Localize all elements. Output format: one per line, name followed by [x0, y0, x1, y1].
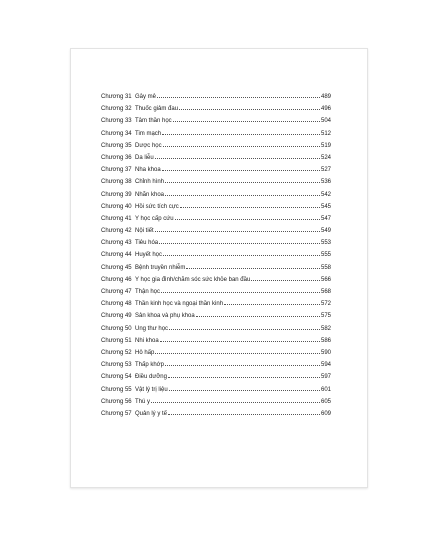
toc-entry[interactable]: [101, 103, 331, 115]
toc-chapter-number: Chương 47: [101, 289, 132, 295]
toc-entry[interactable]: [101, 128, 331, 140]
toc-chapter-title: Quản lý y tế: [135, 410, 168, 417]
toc-entry[interactable]: [101, 298, 331, 310]
toc-page-number: 605: [320, 398, 331, 405]
toc-chapter-title: Sản khoa và phụ khoa: [135, 313, 195, 320]
toc-chapter-number: Chương 55: [101, 386, 132, 393]
toc-dot-leader: [180, 207, 320, 208]
toc-chapter-title: Nội tiết: [135, 228, 154, 235]
toc-page-number: 512: [320, 130, 331, 137]
toc-chapter-number: Chương 36: [101, 154, 132, 161]
toc-chapter-title: Điều dưỡng: [135, 374, 167, 381]
toc-chapter-title: Chỉnh hình: [135, 179, 165, 186]
toc-chapter-number: Chương 48: [101, 301, 132, 308]
toc-entry[interactable]: [101, 225, 331, 237]
toc-dot-leader: [175, 219, 320, 220]
toc-chapter-number: Chương 54: [101, 374, 132, 381]
toc-dot-leader: [165, 195, 320, 196]
toc-chapter-title: Dược học: [135, 142, 162, 149]
toc-chapter-number: Chương 44: [101, 252, 132, 259]
toc-chapter-number: Chương 39: [101, 191, 132, 198]
toc-dot-leader: [155, 353, 320, 354]
toc-entry[interactable]: [101, 408, 331, 420]
toc-page-number: 601: [320, 386, 331, 393]
toc-entry[interactable]: [101, 347, 331, 359]
toc-dot-leader: [196, 316, 320, 317]
toc-entry[interactable]: [101, 91, 331, 103]
toc-chapter-number: Chương 43: [101, 240, 132, 247]
toc-page-number: 489: [320, 94, 331, 100]
toc-page-number: 553: [320, 240, 331, 247]
toc-chapter-number: Chương 46: [101, 276, 132, 283]
toc-chapter-number: Chương 33: [101, 118, 132, 125]
toc-page-number: 558: [320, 264, 331, 271]
toc-chapter-number: Chương 34: [101, 130, 132, 137]
toc-entry[interactable]: [101, 115, 331, 127]
toc-dot-leader: [161, 292, 320, 293]
toc-dot-leader: [160, 341, 320, 342]
toc-chapter-number: Chương 51: [101, 337, 132, 344]
toc-chapter-number: Chương 32: [101, 106, 132, 113]
toc-entry[interactable]: [101, 262, 331, 274]
toc-chapter-title: Huyết học: [135, 252, 163, 259]
toc-chapter-title: Da liễu: [135, 154, 154, 161]
document-page: [70, 48, 368, 488]
toc-chapter-number: Chương 35: [101, 142, 132, 149]
toc-chapter-title: Vật lý trị liệu: [135, 386, 168, 393]
toc-page-number: 609: [320, 410, 331, 417]
toc-chapter-number: Chương 56: [101, 398, 132, 405]
toc-page-number: 527: [320, 167, 331, 174]
toc-chapter-title: Thú y: [135, 398, 151, 405]
toc-page-number: 586: [320, 337, 331, 344]
toc-chapter-title: Gây mê: [135, 94, 157, 100]
toc-dot-leader: [155, 231, 320, 232]
toc-chapter-title: Hô hấp: [135, 349, 155, 356]
toc-dot-leader: [165, 182, 320, 183]
toc-dot-leader: [157, 97, 320, 98]
toc-chapter-number: Chương 50: [101, 325, 132, 332]
toc-chapter-title: Y học cấp cứu: [135, 215, 174, 222]
toc-page-number: 572: [320, 301, 331, 308]
toc-page-number: 566: [320, 276, 331, 283]
toc-chapter-title: Tiêu hóa: [135, 240, 159, 247]
toc-dot-leader: [151, 402, 320, 403]
toc-entry[interactable]: [101, 371, 331, 383]
toc-entry[interactable]: [101, 213, 331, 225]
toc-page-number: 549: [320, 228, 331, 235]
toc-entry[interactable]: [101, 140, 331, 152]
toc-dot-leader: [163, 146, 320, 147]
toc-page-number: 547: [320, 215, 331, 222]
toc-page-number: 524: [320, 154, 331, 161]
toc-page-number: 519: [320, 142, 331, 149]
toc-chapter-title: Tâm thần học: [135, 118, 172, 125]
toc-chapter-number: Chương 40: [101, 203, 132, 210]
toc-chapter-title: Y học gia đình/chăm sóc sức khỏe ban đầu: [135, 276, 251, 283]
toc-chapter-number: Chương 57: [101, 410, 132, 417]
toc-chapter-number: Chương 52: [101, 349, 132, 356]
toc-chapter-number: Chương 42: [101, 228, 132, 235]
toc-dot-leader: [251, 280, 320, 281]
toc-entry[interactable]: [101, 201, 331, 213]
toc-page-number: 568: [320, 289, 331, 295]
toc-entry[interactable]: [101, 249, 331, 261]
toc-dot-leader: [173, 121, 320, 122]
toc-chapter-number: Chương 53: [101, 362, 132, 369]
toc-chapter-title: Nhi khoa: [135, 337, 159, 344]
toc-entry[interactable]: [101, 152, 331, 164]
toc-dot-leader: [179, 109, 320, 110]
toc-dot-leader: [155, 158, 320, 159]
toc-chapter-number: Chương 41: [101, 215, 132, 222]
toc-entry[interactable]: [101, 384, 331, 396]
toc-chapter-title: Thuốc giảm đau: [135, 106, 179, 113]
toc-page-number: 594: [320, 362, 331, 369]
toc-entry[interactable]: [101, 396, 331, 408]
toc-page-number: 496: [320, 106, 331, 113]
toc-chapter-number: Chương 45: [101, 264, 132, 271]
toc-dot-leader: [159, 243, 320, 244]
toc-dot-leader: [162, 170, 320, 171]
toc-page-number: 582: [320, 325, 331, 332]
toc-page-number: 545: [320, 203, 331, 210]
toc-entry[interactable]: [101, 310, 331, 322]
toc-dot-leader: [186, 268, 320, 269]
toc-entry[interactable]: [101, 189, 331, 201]
toc-chapter-number: Chương 49: [101, 313, 132, 320]
toc-entry[interactable]: [101, 274, 331, 286]
toc-entry[interactable]: [101, 176, 331, 188]
toc-dot-leader: [169, 329, 320, 330]
toc-entry[interactable]: [101, 286, 331, 298]
toc-entry[interactable]: [101, 237, 331, 249]
toc-chapter-title: Ung thư học: [135, 325, 169, 332]
toc-chapter-title: Thấp khớp: [135, 362, 164, 369]
toc-page-number: 597: [320, 374, 331, 381]
toc-dot-leader: [162, 134, 320, 135]
toc-page-number: 590: [320, 349, 331, 356]
toc-page-number: 536: [320, 179, 331, 186]
toc-entry[interactable]: [101, 164, 331, 176]
toc-chapter-number: Chương 31: [101, 94, 132, 100]
toc-dot-leader: [168, 377, 320, 378]
toc-dot-leader: [163, 255, 320, 256]
toc-chapter-title: Hồi sức tích cực: [135, 203, 179, 210]
toc-entry[interactable]: [101, 323, 331, 335]
toc-chapter-title: Thần kinh học và ngoại thần kinh: [135, 301, 224, 308]
toc-dot-leader: [168, 414, 320, 415]
toc-chapter-title: Tim mạch: [135, 130, 162, 137]
toc-entry[interactable]: [101, 359, 331, 371]
toc-chapter-number: Chương 38: [101, 179, 132, 186]
toc-chapter-title: Thận học: [135, 289, 161, 295]
table-of-contents: [101, 91, 331, 420]
toc-page-number: 555: [320, 252, 331, 259]
toc-chapter-number: Chương 37: [101, 167, 132, 174]
toc-dot-leader: [169, 390, 320, 391]
toc-page-number: 542: [320, 191, 331, 198]
toc-chapter-title: Bệnh truyền nhiễm: [135, 264, 186, 271]
toc-chapter-title: Nha khoa: [135, 167, 161, 174]
toc-chapter-title: Nhãn khoa: [135, 191, 165, 198]
toc-page-number: 504: [320, 118, 331, 125]
toc-page-number: 575: [320, 313, 331, 320]
toc-entry[interactable]: [101, 335, 331, 347]
toc-dot-leader: [165, 365, 320, 366]
toc-dot-leader: [224, 304, 320, 305]
